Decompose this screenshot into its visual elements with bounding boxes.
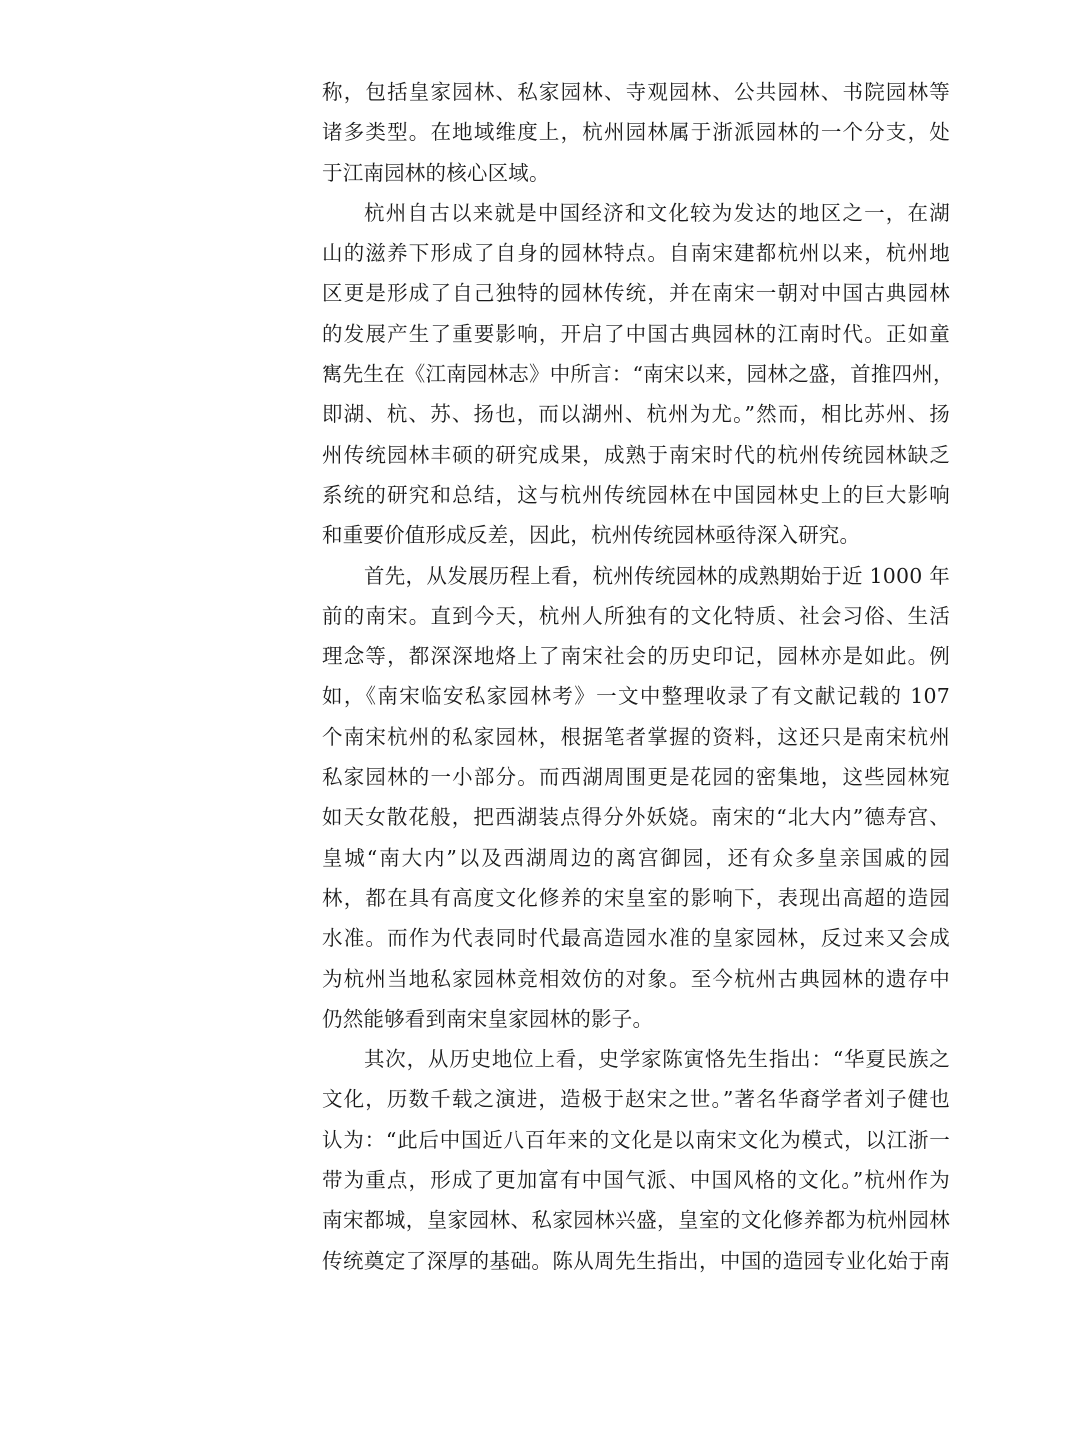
text-line: 称，包括皇家园林、私家园林、寺观园林、公共园林、书院园林等 — [322, 80, 950, 104]
text-line: 为杭州当地私家园林竞相效仿的对象。至今杭州古典园林的遗存中 — [322, 966, 950, 991]
text-line: 仍然能够看到南宋皇家园林的影子。 — [322, 1006, 654, 1031]
text-line: 杭州自古以来就是中国经济和文化较为发达的地区之一，在湖 — [364, 200, 950, 225]
text-line: 山的滋养下形成了自身的园林特点。自南宋建都杭州以来，杭州地 — [322, 241, 950, 266]
text-line: 理念等，都深深地烙上了南宋社会的历史印记，园林亦是如此。例 — [322, 644, 950, 669]
text-line: 寯先生在《江南园林志》中所言：“南宋以来，园林之盛，首推四州， — [322, 362, 954, 387]
text-line: 个南宋杭州的私家园林，根据笔者掌握的资料，这还只是南宋杭州 — [322, 724, 950, 749]
text-line: 南宋都城，皇家园林、私家园林兴盛，皇室的文化修养都为杭州园林 — [322, 1208, 950, 1233]
text-line: 传统奠定了深厚的基础。陈从周先生指出，中国的造园专业化始于南 — [322, 1248, 950, 1273]
text-line: 林，都在具有高度文化修养的宋皇室的影响下，表现出高超的造园 — [322, 885, 950, 910]
text-line: 的发展产生了重要影响，开启了中国古典园林的江南时代。正如童 — [322, 321, 950, 346]
text-line: 区更是形成了自己独特的园林传统，并在南宋一朝对中国古典园林 — [322, 281, 950, 306]
text-line: 皇城“南大内”以及西湖周边的离宫御园，还有众多皇亲国戚的园 — [322, 845, 950, 870]
text-line: 州传统园林丰硕的研究成果，成熟于南宋时代的杭州传统园林缺乏 — [322, 442, 950, 467]
body-text — [322, 72, 954, 1281]
text-line: 如天女散花般，把西湖装点得分外妖娆。南宋的“北大内”德寿宫、 — [322, 805, 950, 830]
text-line: 系统的研究和总结，这与杭州传统园林在中国园林史上的巨大影响 — [322, 482, 950, 507]
text-line: 诸多类型。在地域维度上，杭州园林属于浙派园林的一个分支，处 — [322, 120, 950, 145]
text-line: 于江南园林的核心区域。 — [322, 160, 550, 185]
text-line: 即湖、杭、苏、扬也，而以湖州、杭州为尤。”然而，相比苏州、扬 — [322, 402, 950, 427]
text-line: 其次，从历史地位上看，史学家陈寅恪先生指出：“华夏民族之 — [364, 1047, 950, 1072]
text-line: 认为：“此后中国近八百年来的文化是以南宋文化为模式，以江浙一 — [322, 1127, 950, 1152]
text-line: 水准。而作为代表同时代最高造园水准的皇家园林，反过来又会成 — [322, 926, 950, 951]
text-line: 私家园林的一小部分。而西湖周围更是花园的密集地，这些园林宛 — [322, 765, 950, 790]
text-line: 前的南宋。直到今天，杭州人所独有的文化特质、社会习俗、生活 — [322, 603, 950, 628]
text-line: 文化，历数千载之演进，造极于赵宋之世。”著名华裔学者刘子健也 — [322, 1087, 950, 1112]
text-line: 和重要价值形成反差，因此，杭州传统园林亟待深入研究。 — [322, 523, 861, 548]
text-line: 如，《南宋临安私家园林考》一文中整理收录了有文献记载的 107 — [322, 684, 950, 709]
text-line: 带为重点，形成了更加富有中国气派、中国风格的文化。”杭州作为 — [322, 1168, 950, 1193]
text-line: 首先，从发展历程上看，杭州传统园林的成熟期始于近 1000 年 — [364, 563, 950, 588]
